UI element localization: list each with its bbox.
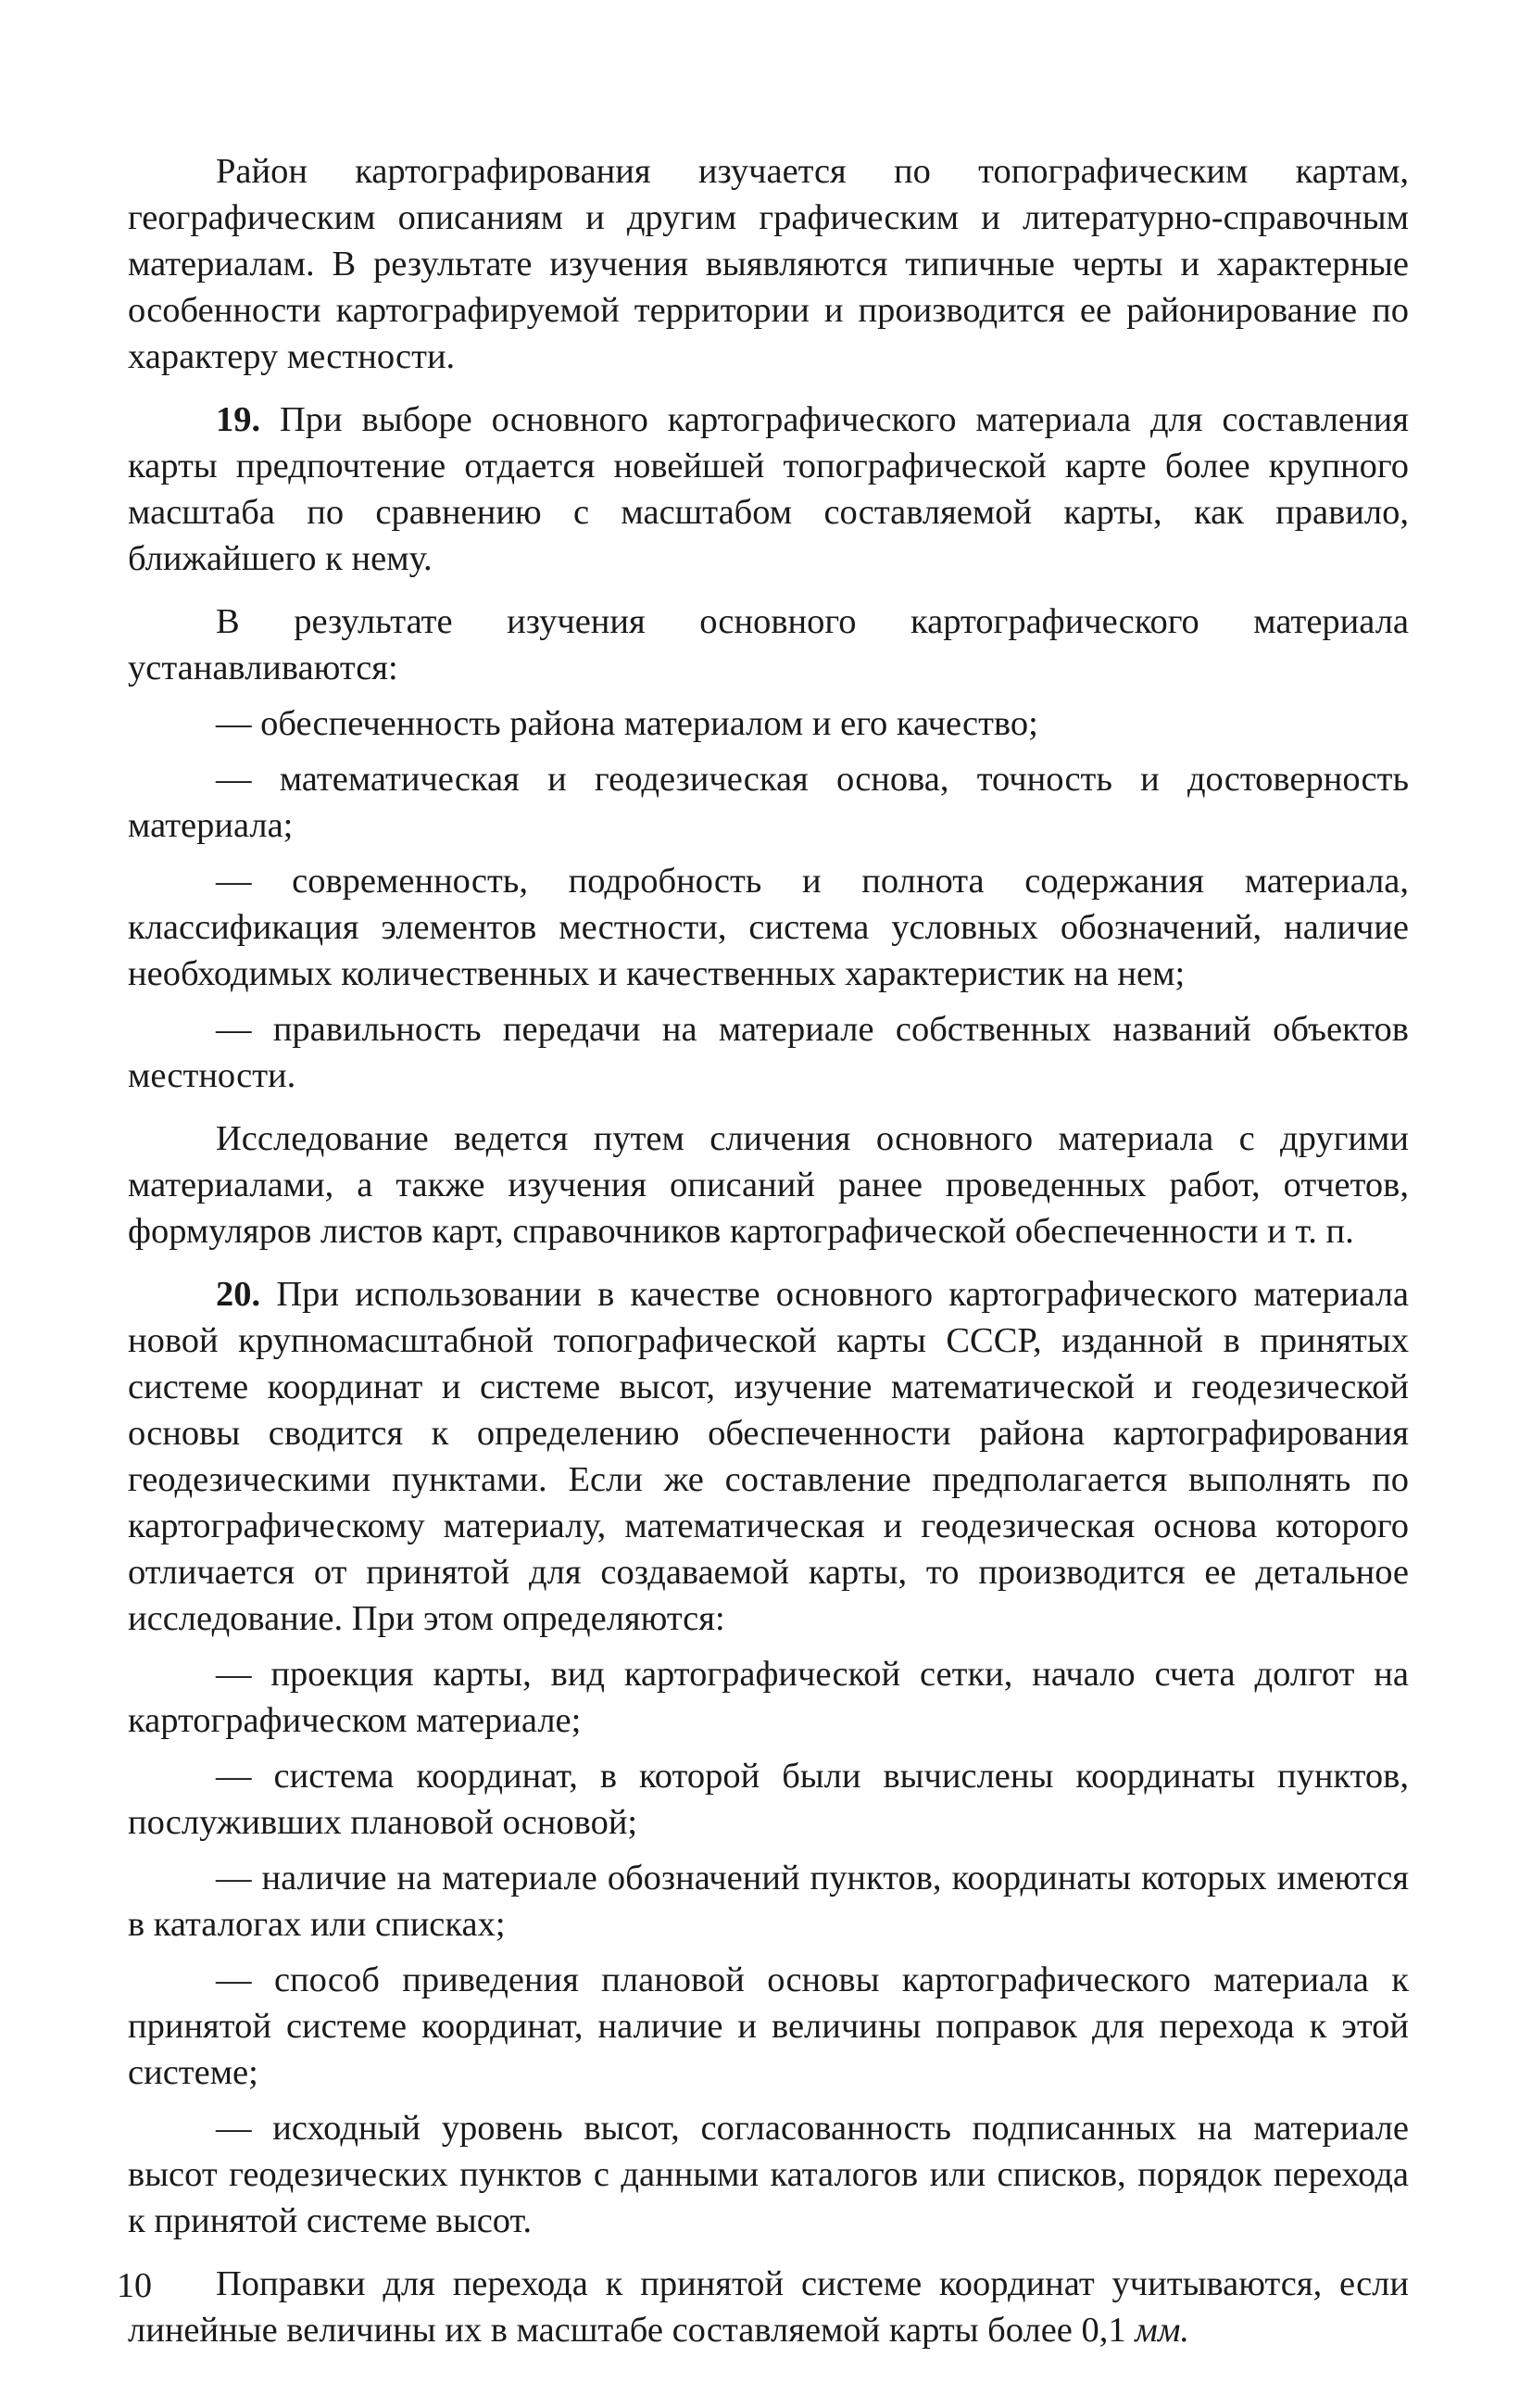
numbered-paragraph <box>128 397 1409 582</box>
paragraph-text: Исследование ведется путем сличения основного материала с другими материалами, а также изучения описаний ранее проведенных работ, отчетов, формуляров листов карт, справочников картографической обеспеченности и т. п. <box>128 1119 1409 1251</box>
list-item <box>128 1753 1409 1846</box>
clause-number: 20. <box>216 1275 261 1314</box>
list-item <box>128 1651 1409 1744</box>
list-item <box>128 1006 1409 1099</box>
paragraph <box>128 599 1409 691</box>
numbered-paragraph <box>128 1271 1409 1642</box>
paragraph-text: При выборе основного картографического материала для составления карты предпочтение отдается новейшей топографической карте более крупного масштаба по сравнению с масштабом составляемой карты, как правило, ближайшего к нему. <box>128 400 1409 578</box>
paragraph-text: При использовании в качестве основного картографического материала новой крупномасштабной топографической карты СССР, изданной в принятых системе координат и системе высот, изучение математической и геодезической основы сводится к определению обеспеченности района картографирования геодезическими пунктами. Если же составление предполагается выполнять по картографическому материалу, математическая и геодезическая основа которого отличается от принятой для создаваемой карты, то производится ее детальное исследование. При этом определяются: <box>128 1275 1410 1638</box>
list-item <box>128 1957 1409 2096</box>
paragraph-text: Район картографирования изучается по топографическим картам, географическим описаниям и другим графическим и литературно-справочным материалам. В результате изучения выявляются типичные черты и характерные особенности картографируемой территории и производится ее районирование по характеру местности. <box>128 152 1409 376</box>
list-item <box>128 2105 1409 2244</box>
list-item-text: — обеспеченность района материалом и его качество; <box>216 704 1038 743</box>
list-item <box>128 700 1409 747</box>
list-item-text: — математическая и геодезическая основа, точность и достоверность материала; <box>128 760 1409 845</box>
list-item-text: — способ приведения плановой основы картографического материала к принятой системе координат, наличие и величины поправок для перехода к этой системе; <box>128 1960 1409 2092</box>
unit-label: мм. <box>1135 2311 1190 2350</box>
list-item-text: — наличие на материале обозначений пунктов, координаты которых имеются в каталогах или списках; <box>128 1859 1409 1944</box>
document-body <box>128 148 1409 2370</box>
list-item-text: — правильность передачи на материале собственных названий объектов местности. <box>128 1010 1409 1095</box>
list-item <box>128 1855 1409 1948</box>
list-item-text: — исходный уровень высот, согласованность подписанных на материале высот геодезических пунктов с данными каталогов или списков, порядок перехода к принятой системе высот. <box>128 2109 1409 2240</box>
clause-number: 19. <box>216 400 261 439</box>
paragraph-text: Поправки для перехода к принятой системе координат учитываются, если линейные величины их в масштабе составляемой карты более 0,1 <box>128 2264 1409 2350</box>
list-item-text: — проекция карты, вид картографической сетки, начало счета долгот на картографическом материале; <box>128 1655 1409 1740</box>
list-item <box>128 756 1409 849</box>
paragraph-text: В результате изучения основного картографического материала устанавливаются: <box>128 602 1409 687</box>
paragraph <box>128 1116 1409 1254</box>
paragraph <box>128 148 1409 380</box>
list-item-text: — современность, подробность и полнота содержания материала, классификация элементов местности, система условных обозначений, наличие необходимых количественных и качественных характеристик на нем; <box>128 862 1409 993</box>
paragraph <box>128 2261 1409 2353</box>
page-number: 10 <box>117 2266 152 2305</box>
list-item-text: — система координат, в которой были вычислены координаты пунктов, послуживших плановой основой; <box>128 1757 1409 1842</box>
list-item <box>128 858 1409 997</box>
